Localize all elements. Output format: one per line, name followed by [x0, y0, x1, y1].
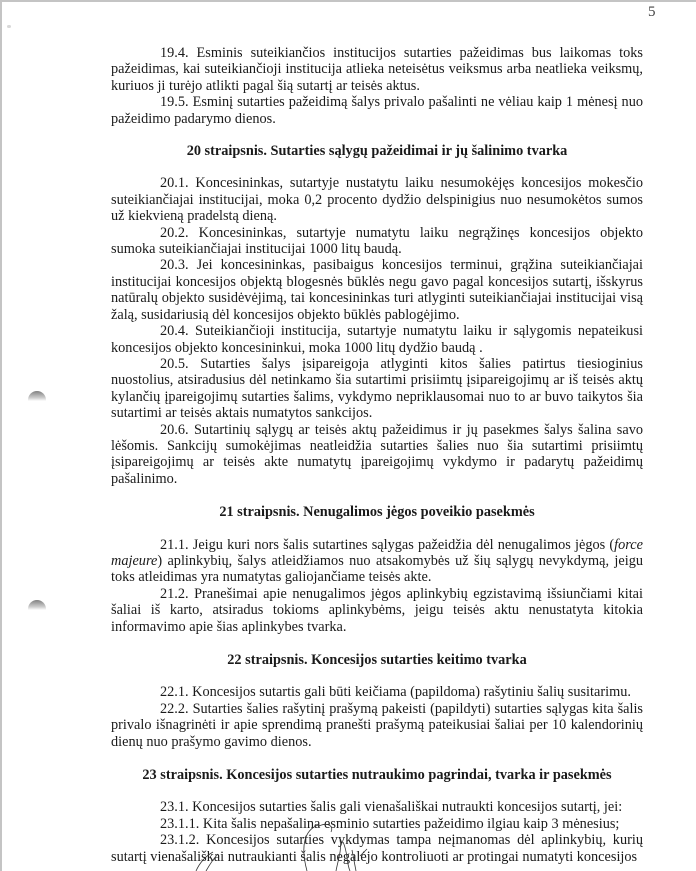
paragraph-20-3: 20.3. Jei koncesininkas, pasibaigus koncesijos terminui, grąžina suteikiančiajai institucijai koncesijos objektą blogesnės būklės negu gavo pagal koncesijos sutartį, išskyrus natūralų objekto susidėvėjimą, tai koncesininkas turi atlyginti suteikiančiajai institucijai visą žalą, susidariusią dėl koncesijos objekto būklės pablogėjimo. [111, 257, 643, 323]
document-body [111, 45, 643, 865]
paragraph-20-5: 20.5. Sutarties šalys įsipareigoja atlyginti kitos šalies patirtus tiesioginius nuostolius, atsiradusius dėl netinkamo šia sutartimi prisiimtų įsipareigojimų ar iš teisės aktų kylančių įpareigojimų sutarties šalims, vykdymo nepriklausomai nuo to ar buvo taikytos šia sutartimi ar teisės aktais numatytos sankcijos. [111, 355, 643, 422]
article-22-heading: 22 straipsnis. Koncesijos sutarties keitimo tvarka [227, 652, 527, 668]
paragraph-21-2: 21.2. Pranešimai apie nenugalimos jėgos aplinkybių egzistavimą išsiunčiami kitai šaliai iš karto, atsiradus tokioms aplinkybėms, jeigu teisės aktu nenustatyta kitokia informavimo apie šias aplinkybes tvarka. [111, 585, 643, 635]
page-number: 5 [648, 4, 656, 20]
paragraph-20-2: 20.2. Koncesininkas, sutartyje numatytu laiku negrąžinęs koncesijos objekto sumoka suteikiančiajai institucijai 1000 litų baudą. [111, 224, 643, 258]
force-majeure-term: force majeure [111, 536, 643, 569]
article-19-continued [111, 45, 643, 127]
paragraph-22-2: 22.2. Sutarties šalies rašytinį prašymą pakeisti (papildyti) sutarties sąlygas kita šalis privalo išnagrinėti ir apie sprendimą pranešti prašymą pateikusiai šaliai per 10 kalendorinių dienų nuo prašymo gavimo dienos. [111, 700, 643, 750]
paragraph-23-1: 23.1. Koncesijos sutarties šalis gali vienašališkai nutraukti koncesijos sutartį, jei: [160, 799, 623, 816]
paragraph-21-1 [111, 537, 643, 586]
article-21 [111, 504, 643, 635]
paragraph-21-1-text-a: 21.1. Jeigu kuri nors šalis sutartines sąlygas pažeidžia dėl nenugalimos jėgos ( [160, 536, 615, 553]
article-22 [111, 652, 643, 750]
article-23 [111, 767, 643, 865]
scan-border-top [0, 0, 696, 2]
scan-border-left [0, 0, 2, 871]
article-20 [111, 143, 643, 487]
paragraph-20-4: 20.4. Suteikiančioji institucija, sutartyje numatytu laiku ir sąlygomis nepateikusi koncesijos objekto koncesininkui, moka 1000 litų dydžio baudą . [111, 323, 643, 356]
article-21-heading: 21 straipsnis. Nenugalimos jėgos poveikio pasekmės [219, 504, 535, 521]
paragraph-19-4: 19.4. Esminis suteikiančios institucijos sutarties pažeidimas bus laikomas toks pažeidimas, kai suteikiančioji institucija atlieka neteisėtus veiksmus arba neatlieka veiksmų, kuriuos ji turėjo atlikti pagal šią sutartį ar teisės aktus. [111, 45, 643, 94]
hole-punch-mark [28, 391, 46, 401]
paragraph-20-6: 20.6. Sutartinių sąlygų ar teisės aktų pažeidimus ir jų pasekmes šalys šalina savo lėšomis. Sankcijų sumokėjimas neatleidžia sutarties šalies nuo šia sutartimi prisiimtų įsipareigojimų ar teisės akte numatytų įpareigojimų vykdymo ir padarytų pažeidimų pašalinimo. [111, 421, 643, 487]
paragraph-23-1-2: 23.1.2. Koncesijos sutarties vykdymas tampa neįmanomas dėl aplinkybių, kurių sutartį vienašališkai nutraukianti šalis negalėjo kontroliuoti ar protingai numatyti koncesijos [111, 832, 643, 865]
paragraph-19-5: 19.5. Esminį sutarties pažeidimą šalys privalo pašalinti ne vėliau kaip 1 mėnesį nuo pažeidimo padarymo dienos. [111, 94, 643, 127]
paragraph-21-1-text-b: ) aplinkybių, šalys atleidžiamos nuo atsakomybės už šių sąlygų nevykdymą, jeigu toks atleidimas yra numatytas galiojančiame teisės akte. [111, 552, 643, 586]
paragraph-23-1-1: 23.1.1. Kita šalis nepašalina esminio sutarties pažeidimo ilgiau kaip 3 mėnesius; [160, 815, 620, 832]
scan-speck [7, 25, 11, 28]
paragraph-22-1: 22.1. Koncesijos sutartis gali būti keičiama (papildoma) rašytiniu šalių susitarimu. [160, 684, 631, 701]
article-23-heading: 23 straipsnis. Koncesijos sutarties nutraukimo pagrindai, tvarka ir pasekmės [142, 767, 612, 784]
hole-punch-mark [28, 600, 46, 610]
article-20-heading: 20 straipsnis. Sutarties sąlygų pažeidimai ir jų šalinimo tvarka [186, 143, 568, 160]
paragraph-20-1: 20.1. Koncesininkas, sutartyje nustatytu laiku nesumokėjęs koncesijos mokesčio suteikiančiajai institucijai, moka 0,2 procento dydžio delspinigius nuo nesumokėtos sumos už kiekvieną pradelstą dieną. [111, 175, 643, 225]
